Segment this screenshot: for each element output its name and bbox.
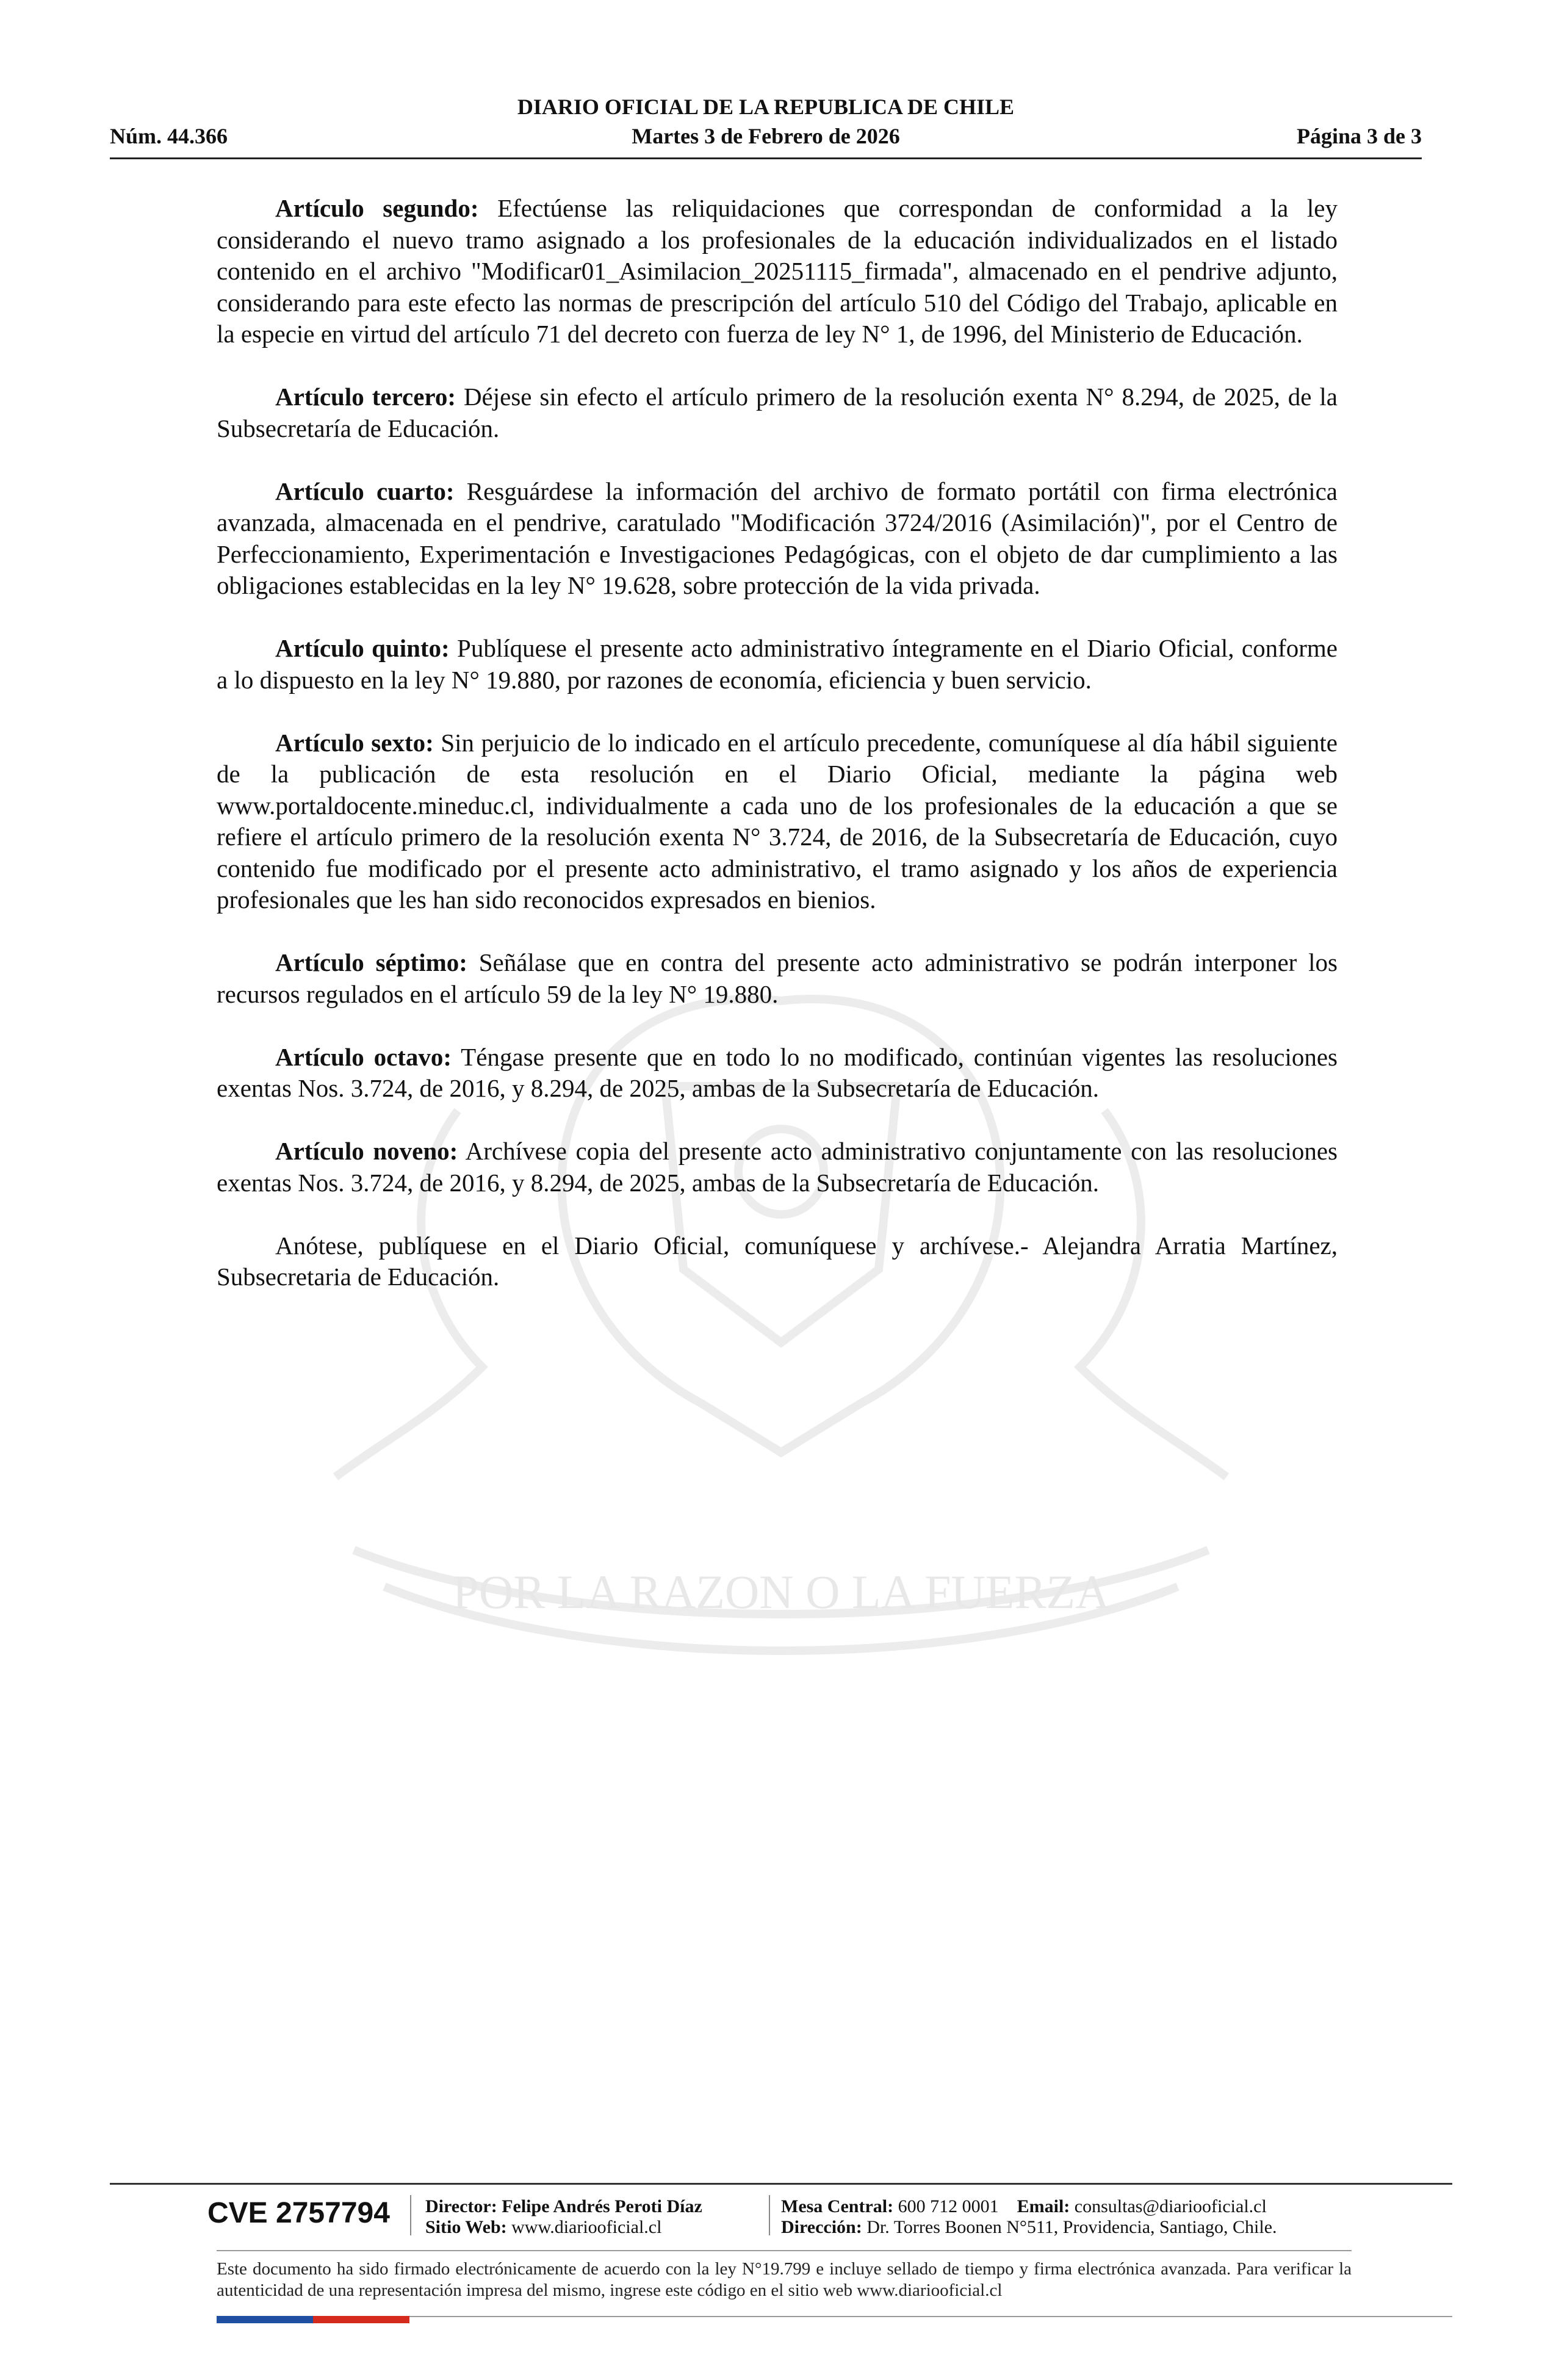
- article-paragraph: [217, 947, 1338, 1010]
- footer-divider: [410, 2195, 411, 2235]
- footer-contact-block: [781, 2196, 1277, 2238]
- footer-director-block: [425, 2196, 702, 2238]
- legal-notice: Este documento ha sido firmado electrónicamente de acuerdo con la ley N°19.799 e incluye sellado de tiempo y firma electrónica avanzada. Para verificar la autenticidad de una representación impresa del mismo, ingrese este código en el sitio web www.diariooficial.cl: [217, 2259, 1352, 2300]
- article-paragraph: [217, 1042, 1338, 1105]
- address-value: Dr. Torres Boonen N°511, Providencia, Santiago, Chile.: [866, 2217, 1277, 2237]
- article-heading: Artículo séptimo:: [275, 948, 467, 976]
- article-heading: Artículo segundo:: [275, 194, 479, 222]
- article-text: Resguárdese la información del archivo de formato portátil con firma electrónica avanzada, almacenada en el pendrive, caratulado "Modificación 3724/2016 (Asimilación)", por el Centro de Perfeccionamiento, Experimentación e Investigaciones Pedagógicas, con el objeto de dar cumplimiento a las obligaciones establecidas en la ley N° 19.628, sobre protección de la vida privada.: [217, 477, 1338, 599]
- cve-code: CVE 2757794: [207, 2197, 390, 2229]
- newspaper-title: DIARIO OFICIAL DE LA REPUBLICA DE CHILE: [517, 95, 1015, 119]
- page-number: Página 3 de 3: [1296, 124, 1422, 148]
- flag-red-stripe: [313, 2316, 409, 2323]
- email-value: consultas@diariooficial.cl: [1074, 2196, 1267, 2216]
- page-header: [110, 94, 1422, 159]
- watermark-motto: POR LA RAZON O LA FUERZA: [452, 1565, 1110, 1618]
- article-text: Déjese sin efecto el artículo primero de la resolución exenta N° 8.294, de 2025, de la Subsecretaría de Educación.: [217, 383, 1338, 442]
- article-paragraph: [217, 1136, 1338, 1199]
- article-text: Archívese copia del presente acto administrativo conjuntamente con las resoluciones exentas Nos. 3.724, de 2016, y 8.294, de 2025, ambas de la Subsecretaría de Educación.: [217, 1137, 1338, 1197]
- site-value: www.diariooficial.cl: [511, 2217, 662, 2237]
- article-paragraph: [217, 727, 1338, 916]
- director-label: Director:: [425, 2196, 497, 2216]
- mesa-value: 600 712 0001: [898, 2196, 999, 2216]
- article-paragraph: [217, 476, 1338, 602]
- email-label: Email:: [1017, 2196, 1070, 2216]
- article-heading: Artículo tercero:: [275, 383, 456, 411]
- article-text: Sin perjuicio de lo indicado en el artículo precedente, comuníquese al día hábil siguiente de la publicación de esta resolución en el Diario Oficial, mediante la página web www.portaldocente.mineduc.cl, individualmente a cada uno de los profesionales de la educación a que se refiere el artículo primero de la resolución exenta N° 3.724, de 2016, de la Subsecretaría de Educación, cuyo contenido fue modificado por el presente acto administrativo, el tramo asignado y los años de experiencia profesionales que les han sido reconocidos expresados en bienios.: [217, 728, 1338, 914]
- article-heading: Artículo cuarto:: [275, 477, 455, 505]
- page-footer: [110, 2183, 1452, 2323]
- article-heading: Artículo octavo:: [275, 1042, 452, 1071]
- footer-bottom-rule: [409, 2316, 1452, 2317]
- address-label: Dirección:: [781, 2217, 862, 2237]
- footer-top-rule: [110, 2183, 1452, 2185]
- chile-flag-stripe: [217, 2316, 409, 2323]
- flag-blue-stripe: [217, 2316, 313, 2323]
- director-name: Felipe Andrés Peroti Díaz: [502, 2196, 702, 2216]
- article-heading: Artículo noveno:: [275, 1137, 458, 1165]
- mesa-label: Mesa Central:: [781, 2196, 894, 2216]
- article-paragraph: [217, 381, 1338, 444]
- article-text: Téngase presente que en todo lo no modificado, continúan vigentes las resoluciones exentas Nos. 3.724, de 2016, y 8.294, de 2025, ambas de la Subsecretaría de Educación.: [217, 1042, 1338, 1102]
- issue-number: Núm. 44.366: [110, 124, 228, 148]
- document-body: [217, 193, 1338, 1324]
- article-heading: Artículo sexto:: [275, 728, 434, 757]
- site-label: Sitio Web:: [425, 2217, 507, 2237]
- article-text: Publíquese el presente acto administrativo íntegramente en el Diario Oficial, conforme a lo dispuesto en la ley N° 19.880, por razones de economía, eficiencia y buen servicio.: [217, 634, 1338, 694]
- issue-date: Martes 3 de Febrero de 2026: [632, 124, 900, 148]
- article-heading: Artículo quinto:: [275, 634, 450, 662]
- closing-paragraph: Anótese, publíquese en el Diario Oficial, comuníquese y archívese.- Alejandra Arratia Martínez, Subsecretaria de Educación.: [217, 1231, 1338, 1291]
- footer-mid-rule: [217, 2250, 1352, 2251]
- article-paragraph: [217, 193, 1338, 350]
- article-text: Efectúense las reliquidaciones que correspondan de conformidad a la ley considerando el nuevo tramo asignado a los profesionales de la educación individualizados en el listado contenido en el archivo "Modificar01_Asimilacion_20251115_firmada", almacenado en el pendrive adjunto, considerando para este efecto las normas de prescripción del artículo 510 del Código del Trabajo, aplicable en la especie en virtud del artículo 71 del decreto con fuerza de ley N° 1, de 1996, del Ministerio de Educación.: [217, 194, 1338, 348]
- article-paragraph: [217, 633, 1338, 696]
- footer-divider: [769, 2195, 770, 2235]
- article-text: Señálase que en contra del presente acto administrativo se podrán interponer los recursos regulados en el artículo 59 de la ley N° 19.880.: [217, 948, 1338, 1008]
